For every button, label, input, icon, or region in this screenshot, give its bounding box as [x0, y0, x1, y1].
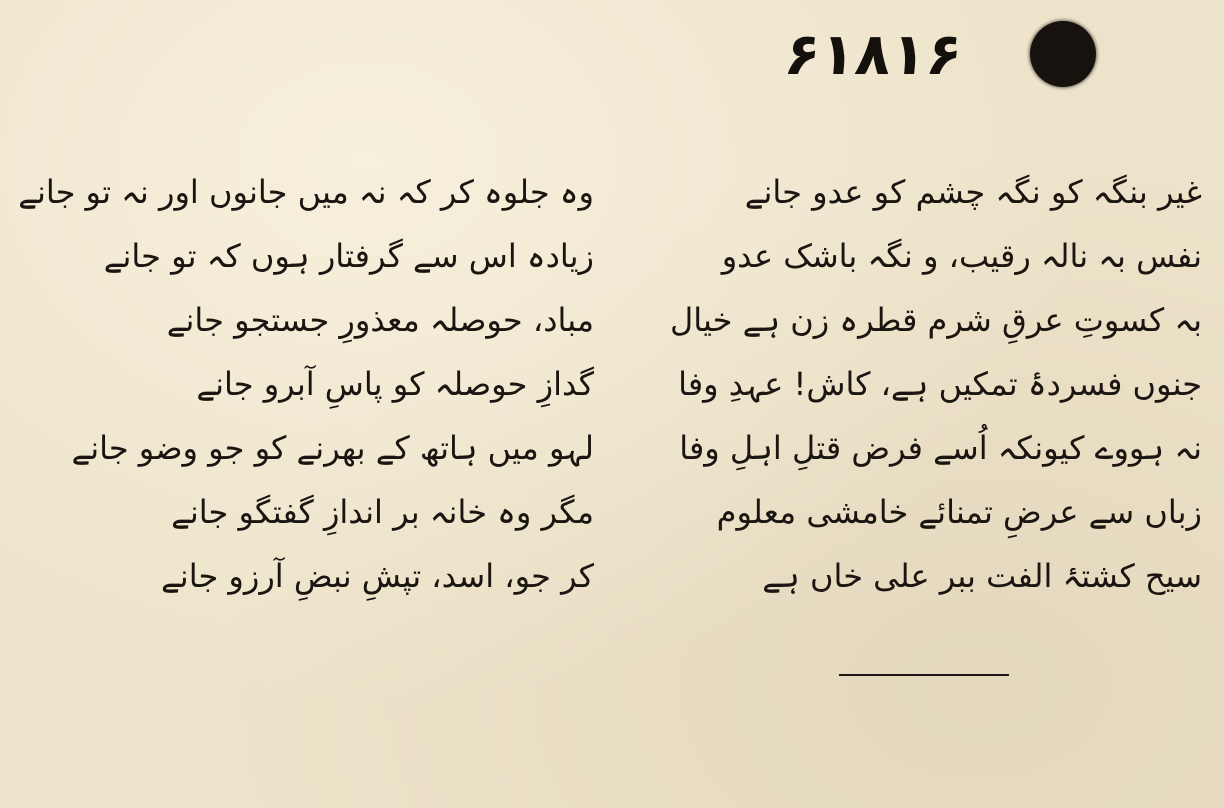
verse-line: گدازِ حوصلہ کو پاسِ آبرو جانے: [196, 365, 594, 403]
verse-column-left: [4, 160, 594, 608]
verse-line: نہ ہووے کیونکہ اُسے فرض قتلِ اہلِ وفا: [679, 429, 1202, 467]
verse-column-right: [622, 160, 1202, 608]
verse-line: زباں سے عرضِ تمنائے خامشی معلوم: [716, 493, 1202, 531]
verse-line: غیر بنگہ کو نگہ چشم کو عدو جانے: [744, 173, 1202, 211]
verse-line: زیادہ اس سے گرفتار ہوں کہ تو جانے: [103, 237, 594, 275]
verse-line: سیح کشتۂ الفت ببر علی خاں ہے: [762, 557, 1202, 595]
page-header: [781, 14, 1094, 94]
verse-line: مگر وہ خانہ بر اندازِ گفتگو جانے: [171, 493, 594, 531]
verse-line: نفس بہ نالہ رقیب، و نگہ باشک عدو: [721, 237, 1202, 275]
verse-line: کر جو، اسد، تپشِ نبضِ آرزو جانے: [161, 557, 594, 595]
verse-line: بہ کسوتِ عرقِ شرم قطرہ زن ہے خیال: [670, 301, 1202, 339]
verse-line: مباد، حوصلہ معذورِ جستجو جانے: [166, 301, 594, 339]
verse-line: جنوں فسردۂ تمکیں ہے، کاش! عہدِ وفا: [678, 365, 1202, 403]
verse-line: وہ جلوہ کر کہ نہ میں جانوں اور نہ تو جانے: [18, 173, 594, 211]
overline-mark: [839, 674, 1009, 676]
bullet-dot-icon: [1032, 23, 1094, 85]
year-heading: ۶۱۸۱۶: [781, 20, 966, 88]
verse-line: لہو میں ہاتھ کے بھرنے کو جو وضو جانے: [71, 429, 594, 467]
